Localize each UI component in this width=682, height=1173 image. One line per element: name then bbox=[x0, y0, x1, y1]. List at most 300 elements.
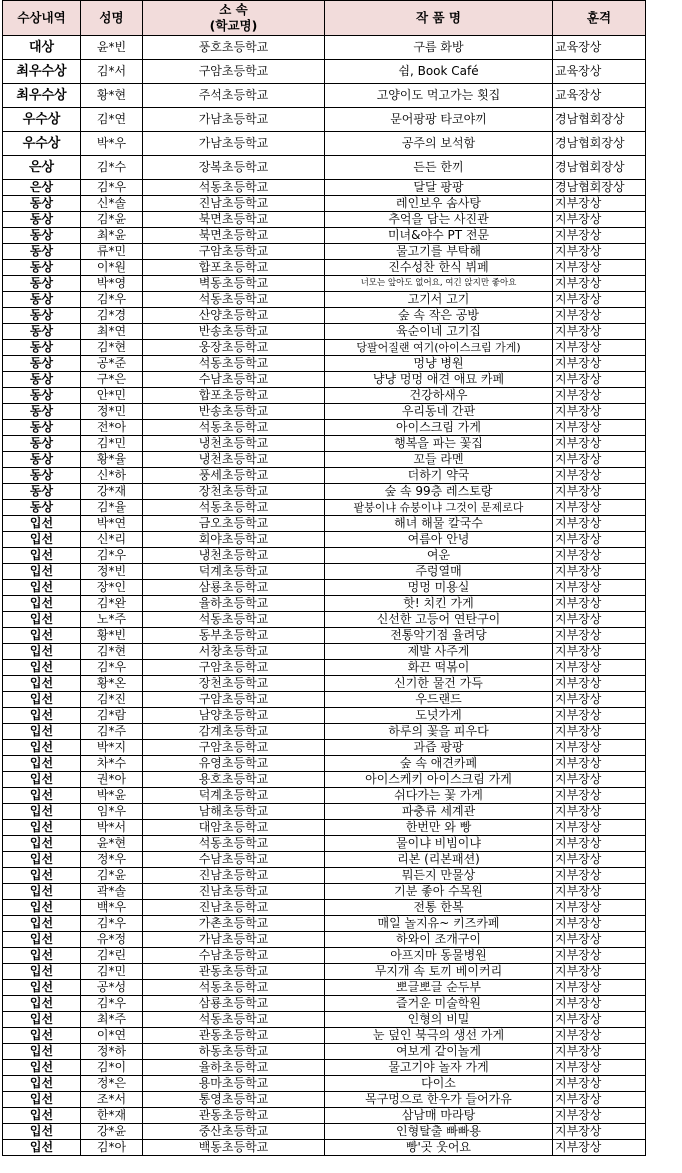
cell-prize: 지부장상 bbox=[553, 564, 646, 580]
header-school-line1: 소 속 bbox=[219, 2, 248, 17]
table-row bbox=[3, 484, 646, 500]
cell-school: 가남초등학교 bbox=[143, 108, 325, 132]
cell-title: 신기한 물건 가득 bbox=[325, 676, 553, 692]
table-row bbox=[3, 964, 646, 980]
table-row bbox=[3, 196, 646, 212]
cell-name: 안*민 bbox=[81, 388, 143, 404]
cell-school: 벽동초등학교 bbox=[143, 276, 325, 292]
header-row bbox=[3, 1, 646, 36]
table-row bbox=[3, 500, 646, 516]
cell-award: 동상 bbox=[3, 244, 81, 260]
cell-title: 꼬들 라멘 bbox=[325, 452, 553, 468]
cell-school: 남양초등학교 bbox=[143, 708, 325, 724]
cell-award: 입선 bbox=[3, 516, 81, 532]
table-row bbox=[3, 932, 646, 948]
cell-school: 석동초등학교 bbox=[143, 180, 325, 196]
cell-prize: 지부장상 bbox=[553, 820, 646, 836]
cell-prize: 지부장상 bbox=[553, 692, 646, 708]
table-row bbox=[3, 1108, 646, 1124]
cell-school: 구암초등학교 bbox=[143, 692, 325, 708]
cell-name: 김*우 bbox=[81, 660, 143, 676]
cell-prize: 지부장상 bbox=[553, 212, 646, 228]
cell-name: 윤*현 bbox=[81, 836, 143, 852]
cell-school: 가남초등학교 bbox=[143, 932, 325, 948]
table-row bbox=[3, 108, 646, 132]
cell-title: 고기서 고기 bbox=[325, 292, 553, 308]
cell-prize: 지부장상 bbox=[553, 1044, 646, 1060]
cell-title: 눈 덮인 북극의 생선 가게 bbox=[325, 1028, 553, 1044]
cell-title: 우드랜드 bbox=[325, 692, 553, 708]
cell-award: 최우수상 bbox=[3, 60, 81, 84]
cell-prize: 지부장상 bbox=[553, 372, 646, 388]
cell-name: 박*연 bbox=[81, 516, 143, 532]
cell-award: 입선 bbox=[3, 1012, 81, 1028]
cell-name: 김*우 bbox=[81, 180, 143, 196]
table-row bbox=[3, 644, 646, 660]
cell-school: 관동초등학교 bbox=[143, 1028, 325, 1044]
cell-school: 풍세초등학교 bbox=[143, 468, 325, 484]
cell-name: 황*빈 bbox=[81, 628, 143, 644]
header-prize: 훈격 bbox=[553, 1, 646, 36]
cell-prize: 지부장상 bbox=[553, 1060, 646, 1076]
cell-school: 석동초등학교 bbox=[143, 500, 325, 516]
cell-prize: 지부장상 bbox=[553, 436, 646, 452]
table-row bbox=[3, 356, 646, 372]
table-row bbox=[3, 948, 646, 964]
cell-name: 윤*빈 bbox=[81, 36, 143, 60]
cell-name: 김*현 bbox=[81, 644, 143, 660]
table-row bbox=[3, 420, 646, 436]
cell-name: 장*인 bbox=[81, 580, 143, 596]
cell-award: 입선 bbox=[3, 820, 81, 836]
cell-title: 인형탈출 빠빠용 bbox=[325, 1124, 553, 1140]
cell-award: 우수상 bbox=[3, 132, 81, 156]
table-row bbox=[3, 788, 646, 804]
cell-award: 입선 bbox=[3, 804, 81, 820]
cell-prize: 지부장상 bbox=[553, 420, 646, 436]
cell-name: 임*우 bbox=[81, 804, 143, 820]
cell-title: 행복을 파는 꽃집 bbox=[325, 436, 553, 452]
cell-award: 입선 bbox=[3, 1076, 81, 1092]
cell-name: 구*은 bbox=[81, 372, 143, 388]
cell-school: 가촌초등학교 bbox=[143, 916, 325, 932]
cell-title: 건강하새우 bbox=[325, 388, 553, 404]
cell-title: 쉼, Book Café bbox=[325, 60, 553, 84]
cell-school: 수남초등학교 bbox=[143, 948, 325, 964]
table-row bbox=[3, 996, 646, 1012]
cell-prize: 지부장상 bbox=[553, 516, 646, 532]
cell-prize: 지부장상 bbox=[553, 756, 646, 772]
cell-prize: 지부장상 bbox=[553, 660, 646, 676]
cell-title: 한번만 와 빵 bbox=[325, 820, 553, 836]
cell-name: 박*지 bbox=[81, 740, 143, 756]
cell-title: 즐거운 미술학원 bbox=[325, 996, 553, 1012]
table-row bbox=[3, 260, 646, 276]
table-row bbox=[3, 724, 646, 740]
cell-school: 북면초등학교 bbox=[143, 228, 325, 244]
cell-title: 매일 놀지유~ 키즈카페 bbox=[325, 916, 553, 932]
cell-name: 공*준 bbox=[81, 356, 143, 372]
cell-title: 진수성찬 한식 뷔페 bbox=[325, 260, 553, 276]
cell-prize: 지부장상 bbox=[553, 612, 646, 628]
cell-title: 레인보우 솜사탕 bbox=[325, 196, 553, 212]
cell-title: 숲 속 작은 공방 bbox=[325, 308, 553, 324]
cell-prize: 교육장상 bbox=[553, 60, 646, 84]
cell-prize: 지부장상 bbox=[553, 244, 646, 260]
cell-name: 김*민 bbox=[81, 436, 143, 452]
cell-title: 파충류 세계관 bbox=[325, 804, 553, 820]
cell-award: 동상 bbox=[3, 404, 81, 420]
table-row bbox=[3, 708, 646, 724]
cell-name: 노*주 bbox=[81, 612, 143, 628]
cell-prize: 지부장상 bbox=[553, 1012, 646, 1028]
cell-name: 조*서 bbox=[81, 1092, 143, 1108]
cell-award: 최우수상 bbox=[3, 84, 81, 108]
table-row bbox=[3, 772, 646, 788]
cell-prize: 지부장상 bbox=[553, 964, 646, 980]
cell-prize: 경남협회장상 bbox=[553, 132, 646, 156]
cell-title: 미녀&야수 PT 전문 bbox=[325, 228, 553, 244]
cell-name: 김*수 bbox=[81, 156, 143, 180]
cell-name: 박*서 bbox=[81, 820, 143, 836]
cell-school: 삼룡초등학교 bbox=[143, 996, 325, 1012]
table-row bbox=[3, 292, 646, 308]
cell-title: 제발 사주게 bbox=[325, 644, 553, 660]
table-row bbox=[3, 468, 646, 484]
cell-title: 물고기를 부탁해 bbox=[325, 244, 553, 260]
cell-name: 전*아 bbox=[81, 420, 143, 436]
cell-name: 곽*솔 bbox=[81, 884, 143, 900]
cell-title: 하루의 꽃을 피우다 bbox=[325, 724, 553, 740]
cell-prize: 지부장상 bbox=[553, 836, 646, 852]
cell-award: 은상 bbox=[3, 156, 81, 180]
cell-name: 한*재 bbox=[81, 1108, 143, 1124]
cell-school: 백동초등학교 bbox=[143, 1140, 325, 1156]
cell-school: 통영초등학교 bbox=[143, 1092, 325, 1108]
cell-award: 동상 bbox=[3, 260, 81, 276]
cell-award: 입선 bbox=[3, 596, 81, 612]
cell-award: 입선 bbox=[3, 932, 81, 948]
cell-prize: 지부장상 bbox=[553, 500, 646, 516]
cell-school: 구암초등학교 bbox=[143, 660, 325, 676]
cell-name: 김*진 bbox=[81, 692, 143, 708]
table-row bbox=[3, 660, 646, 676]
cell-prize: 지부장상 bbox=[553, 580, 646, 596]
cell-school: 율하초등학교 bbox=[143, 1060, 325, 1076]
cell-title: 너모는 앞아도 없어요, 여긴 앉지만 좋아요 bbox=[325, 276, 553, 292]
cell-school: 관동초등학교 bbox=[143, 964, 325, 980]
table-row bbox=[3, 884, 646, 900]
cell-name: 김*주 bbox=[81, 724, 143, 740]
awards-table bbox=[2, 0, 646, 1156]
cell-prize: 지부장상 bbox=[553, 628, 646, 644]
cell-prize: 지부장상 bbox=[553, 1092, 646, 1108]
table-row bbox=[3, 84, 646, 108]
cell-prize: 지부장상 bbox=[553, 788, 646, 804]
cell-name: 류*민 bbox=[81, 244, 143, 260]
table-row bbox=[3, 404, 646, 420]
cell-name: 차*수 bbox=[81, 756, 143, 772]
cell-prize: 지부장상 bbox=[553, 916, 646, 932]
cell-award: 입선 bbox=[3, 884, 81, 900]
cell-name: 김*현 bbox=[81, 340, 143, 356]
cell-name: 이*원 bbox=[81, 260, 143, 276]
cell-school: 산양초등학교 bbox=[143, 308, 325, 324]
cell-school: 석동초등학교 bbox=[143, 836, 325, 852]
cell-name: 권*아 bbox=[81, 772, 143, 788]
cell-prize: 지부장상 bbox=[553, 980, 646, 996]
table-row bbox=[3, 452, 646, 468]
cell-name: 신*리 bbox=[81, 532, 143, 548]
cell-award: 동상 bbox=[3, 388, 81, 404]
cell-school: 동부초등학교 bbox=[143, 628, 325, 644]
cell-name: 신*솔 bbox=[81, 196, 143, 212]
header-award: 수상내역 bbox=[3, 1, 81, 36]
cell-school: 냉천초등학교 bbox=[143, 452, 325, 468]
table-row bbox=[3, 308, 646, 324]
table-row bbox=[3, 1044, 646, 1060]
cell-prize: 지부장상 bbox=[553, 884, 646, 900]
cell-award: 입선 bbox=[3, 868, 81, 884]
table-row bbox=[3, 436, 646, 452]
cell-award: 동상 bbox=[3, 420, 81, 436]
cell-prize: 지부장상 bbox=[553, 772, 646, 788]
table-row bbox=[3, 372, 646, 388]
cell-prize: 지부장상 bbox=[553, 196, 646, 212]
cell-title: 멍멍 미용실 bbox=[325, 580, 553, 596]
cell-prize: 지부장상 bbox=[553, 644, 646, 660]
cell-award: 은상 bbox=[3, 180, 81, 196]
cell-award: 동상 bbox=[3, 324, 81, 340]
cell-prize: 경남협회장상 bbox=[553, 108, 646, 132]
table-row bbox=[3, 580, 646, 596]
cell-school: 구암초등학교 bbox=[143, 60, 325, 84]
cell-school: 풍호초등학교 bbox=[143, 36, 325, 60]
cell-title: 전통악기점 율려당 bbox=[325, 628, 553, 644]
cell-title: 전통 한복 bbox=[325, 900, 553, 916]
cell-name: 김*서 bbox=[81, 60, 143, 84]
cell-prize: 지부장상 bbox=[553, 340, 646, 356]
cell-award: 입선 bbox=[3, 836, 81, 852]
table-row bbox=[3, 1092, 646, 1108]
table-row bbox=[3, 1012, 646, 1028]
cell-award: 입선 bbox=[3, 692, 81, 708]
cell-prize: 경남협회장상 bbox=[553, 180, 646, 196]
cell-name: 공*성 bbox=[81, 980, 143, 996]
cell-prize: 지부장상 bbox=[553, 1140, 646, 1156]
cell-title: 구름 화방 bbox=[325, 36, 553, 60]
cell-school: 주석초등학교 bbox=[143, 84, 325, 108]
cell-name: 김*완 bbox=[81, 596, 143, 612]
cell-prize: 지부장상 bbox=[553, 356, 646, 372]
cell-prize: 지부장상 bbox=[553, 724, 646, 740]
header-title: 작 품 명 bbox=[325, 1, 553, 36]
cell-award: 동상 bbox=[3, 436, 81, 452]
cell-title: 숲 속 99층 레스토랑 bbox=[325, 484, 553, 500]
cell-title: 팥붕이냐 슈붕이냐 그것이 문제로다 bbox=[325, 500, 553, 516]
table-row bbox=[3, 612, 646, 628]
table-row bbox=[3, 388, 646, 404]
cell-school: 회야초등학교 bbox=[143, 532, 325, 548]
cell-prize: 지부장상 bbox=[553, 324, 646, 340]
header-name: 성명 bbox=[81, 1, 143, 36]
cell-title: 핫! 치킨 가게 bbox=[325, 596, 553, 612]
cell-award: 동상 bbox=[3, 468, 81, 484]
table-row bbox=[3, 36, 646, 60]
cell-title: 도넛가게 bbox=[325, 708, 553, 724]
cell-school: 합포초등학교 bbox=[143, 388, 325, 404]
table-row bbox=[3, 868, 646, 884]
cell-title: 기분 좋아 수목원 bbox=[325, 884, 553, 900]
cell-award: 입선 bbox=[3, 548, 81, 564]
cell-prize: 지부장상 bbox=[553, 996, 646, 1012]
cell-award: 입선 bbox=[3, 1140, 81, 1156]
cell-title: 우리동네 간판 bbox=[325, 404, 553, 420]
cell-prize: 지부장상 bbox=[553, 740, 646, 756]
cell-title: 아프지마 동물병원 bbox=[325, 948, 553, 964]
cell-school: 구암초등학교 bbox=[143, 244, 325, 260]
cell-name: 김*윤 bbox=[81, 868, 143, 884]
cell-school: 수남초등학교 bbox=[143, 372, 325, 388]
cell-title: 육순이네 고기집 bbox=[325, 324, 553, 340]
cell-school: 석동초등학교 bbox=[143, 980, 325, 996]
cell-prize: 지부장상 bbox=[553, 932, 646, 948]
cell-prize: 교육장상 bbox=[553, 36, 646, 60]
cell-title: 여운 bbox=[325, 548, 553, 564]
cell-award: 입선 bbox=[3, 1060, 81, 1076]
cell-award: 입선 bbox=[3, 1028, 81, 1044]
cell-school: 석동초등학교 bbox=[143, 356, 325, 372]
cell-title: 당팔어질랜 여기(아이스크림 가게) bbox=[325, 340, 553, 356]
cell-name: 정*빈 bbox=[81, 564, 143, 580]
cell-title: 여보게 같이놀게 bbox=[325, 1044, 553, 1060]
cell-school: 남해초등학교 bbox=[143, 804, 325, 820]
cell-award: 동상 bbox=[3, 292, 81, 308]
cell-title: 물이냐 비빔이냐 bbox=[325, 836, 553, 852]
cell-prize: 교육장상 bbox=[553, 84, 646, 108]
cell-name: 신*하 bbox=[81, 468, 143, 484]
cell-name: 황*율 bbox=[81, 452, 143, 468]
cell-school: 냉천초등학교 bbox=[143, 548, 325, 564]
table-row bbox=[3, 836, 646, 852]
cell-school: 장천초등학교 bbox=[143, 484, 325, 500]
cell-award: 입선 bbox=[3, 1124, 81, 1140]
cell-title: 하와이 조개구이 bbox=[325, 932, 553, 948]
cell-school: 냉천초등학교 bbox=[143, 436, 325, 452]
cell-prize: 지부장상 bbox=[553, 308, 646, 324]
table-row bbox=[3, 820, 646, 836]
table-row bbox=[3, 1076, 646, 1092]
cell-prize: 지부장상 bbox=[553, 228, 646, 244]
cell-title: 추억을 담는 사진관 bbox=[325, 212, 553, 228]
cell-name: 박*영 bbox=[81, 276, 143, 292]
cell-name: 박*우 bbox=[81, 132, 143, 156]
cell-school: 진남초등학교 bbox=[143, 196, 325, 212]
cell-prize: 지부장상 bbox=[553, 484, 646, 500]
cell-title: 리본 (리본패션) bbox=[325, 852, 553, 868]
cell-award: 동상 bbox=[3, 340, 81, 356]
cell-title: 해녀 해물 칼국수 bbox=[325, 516, 553, 532]
cell-title: 다이소 bbox=[325, 1076, 553, 1092]
cell-award: 동상 bbox=[3, 196, 81, 212]
cell-title: 뽀글뽀글 순두부 bbox=[325, 980, 553, 996]
cell-school: 삼룡초등학교 bbox=[143, 580, 325, 596]
cell-name: 김*우 bbox=[81, 292, 143, 308]
cell-award: 입선 bbox=[3, 788, 81, 804]
cell-award: 입선 bbox=[3, 628, 81, 644]
cell-title: 멍냥 병원 bbox=[325, 356, 553, 372]
cell-prize: 지부장상 bbox=[553, 708, 646, 724]
cell-award: 입선 bbox=[3, 740, 81, 756]
cell-title: 문어팡팡 타코야끼 bbox=[325, 108, 553, 132]
cell-title: 고양이도 먹고가는 횟집 bbox=[325, 84, 553, 108]
cell-award: 입선 bbox=[3, 564, 81, 580]
table-row bbox=[3, 516, 646, 532]
cell-award: 입선 bbox=[3, 1044, 81, 1060]
cell-award: 입선 bbox=[3, 996, 81, 1012]
cell-prize: 지부장상 bbox=[553, 804, 646, 820]
table-row bbox=[3, 1140, 646, 1156]
cell-school: 가남초등학교 bbox=[143, 132, 325, 156]
table-row bbox=[3, 156, 646, 180]
cell-name: 유*정 bbox=[81, 932, 143, 948]
cell-school: 진남초등학교 bbox=[143, 868, 325, 884]
table-row bbox=[3, 244, 646, 260]
cell-award: 입선 bbox=[3, 724, 81, 740]
cell-award: 입선 bbox=[3, 644, 81, 660]
cell-name: 김*우 bbox=[81, 996, 143, 1012]
cell-school: 덕계초등학교 bbox=[143, 564, 325, 580]
cell-school: 관동초등학교 bbox=[143, 1108, 325, 1124]
cell-name: 최*윤 bbox=[81, 228, 143, 244]
cell-award: 동상 bbox=[3, 356, 81, 372]
cell-name: 박*윤 bbox=[81, 788, 143, 804]
cell-title: 무지개 속 토끼 베이커리 bbox=[325, 964, 553, 980]
table-row bbox=[3, 1124, 646, 1140]
cell-award: 입선 bbox=[3, 612, 81, 628]
table-row bbox=[3, 324, 646, 340]
table-row bbox=[3, 804, 646, 820]
table-row bbox=[3, 132, 646, 156]
table-row bbox=[3, 740, 646, 756]
cell-school: 석동초등학교 bbox=[143, 1012, 325, 1028]
cell-award: 동상 bbox=[3, 212, 81, 228]
cell-title: 뭐든지 만물상 bbox=[325, 868, 553, 884]
table-row bbox=[3, 628, 646, 644]
cell-title: 물고기야 놀자 가게 bbox=[325, 1060, 553, 1076]
table-row bbox=[3, 180, 646, 196]
cell-award: 입선 bbox=[3, 852, 81, 868]
cell-award: 입선 bbox=[3, 708, 81, 724]
cell-title: 삼남매 마라탕 bbox=[325, 1108, 553, 1124]
cell-name: 김*린 bbox=[81, 948, 143, 964]
cell-school: 석동초등학교 bbox=[143, 420, 325, 436]
cell-school: 덕계초등학교 bbox=[143, 788, 325, 804]
cell-school: 감계초등학교 bbox=[143, 724, 325, 740]
cell-award: 동상 bbox=[3, 500, 81, 516]
cell-prize: 지부장상 bbox=[553, 1076, 646, 1092]
cell-prize: 지부장상 bbox=[553, 596, 646, 612]
cell-prize: 지부장상 bbox=[553, 1108, 646, 1124]
cell-title: 주렁열매 bbox=[325, 564, 553, 580]
cell-school: 유영초등학교 bbox=[143, 756, 325, 772]
cell-name: 정*우 bbox=[81, 852, 143, 868]
table-row bbox=[3, 900, 646, 916]
cell-school: 용호초등학교 bbox=[143, 772, 325, 788]
cell-name: 강*재 bbox=[81, 484, 143, 500]
cell-school: 금오초등학교 bbox=[143, 516, 325, 532]
table-row bbox=[3, 228, 646, 244]
